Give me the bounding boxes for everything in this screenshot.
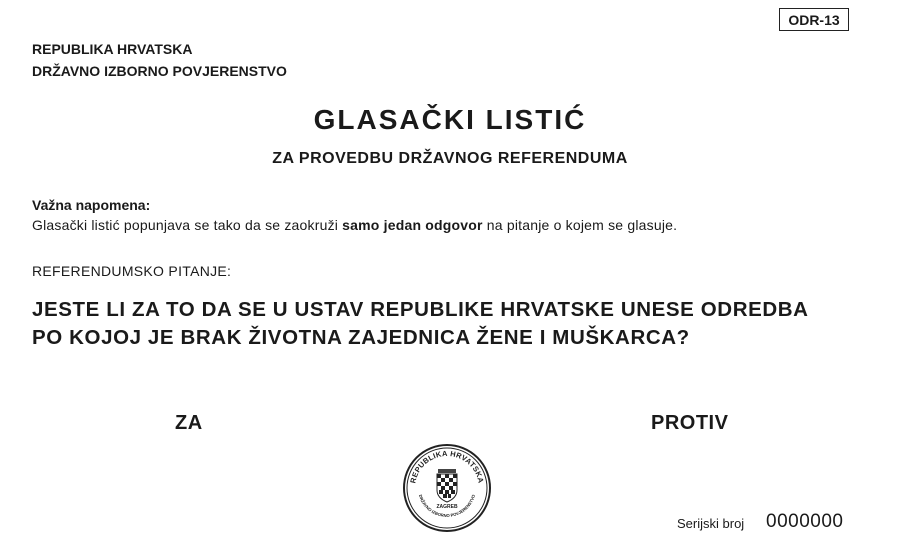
seal-city: ZAGREB	[436, 504, 458, 510]
answer-yes-option[interactable]: ZA	[175, 412, 203, 434]
note-text-bold: samo jedan odgovor	[342, 217, 483, 233]
authority-commission: DRŽAVNO IZBORNO POVJERENSTVO	[32, 63, 287, 79]
question-label: REFERENDUMSKO PITANJE:	[32, 263, 232, 279]
ballot-subtitle: ZA PROVEDBU DRŽAVNOG REFERENDUMA	[272, 150, 628, 167]
serial-number: 0000000	[766, 511, 844, 532]
note-heading: Važna napomena:	[32, 197, 151, 213]
question-line-2: PO KOJOJ JE BRAK ŽIVOTNA ZAJEDNICA ŽENE I MUŠKARCA?	[32, 326, 690, 349]
official-seal	[402, 443, 492, 533]
authority-country: REPUBLIKA HRVATSKA	[32, 41, 193, 57]
note-text	[32, 217, 677, 233]
serial-label: Serijski broj	[677, 516, 745, 531]
ballot-title: GLASAČKI LISTIĆ	[313, 104, 587, 135]
note-text-after: na pitanje o kojem se glasuje.	[482, 217, 678, 233]
question-line-1: JESTE LI ZA TO DA SE U USTAV REPUBLIKE HRVATSKE UNESE ODREDBA	[32, 298, 809, 321]
note-text-before: Glasački listić popunjava se tako da se zaokruži	[32, 217, 343, 233]
answer-no-option[interactable]: PROTIV	[651, 412, 729, 434]
referendum-question	[32, 296, 882, 352]
seal-top-text: REPUBLIKA HRVATSKA	[408, 448, 486, 485]
issuing-authority	[32, 38, 287, 82]
croatian-coat-of-arms-icon	[437, 469, 457, 502]
form-code: ODR-13	[779, 8, 849, 31]
seal-bottom-text: DRŽAVNO IZBORNO POVJERENSTVO	[417, 493, 477, 519]
